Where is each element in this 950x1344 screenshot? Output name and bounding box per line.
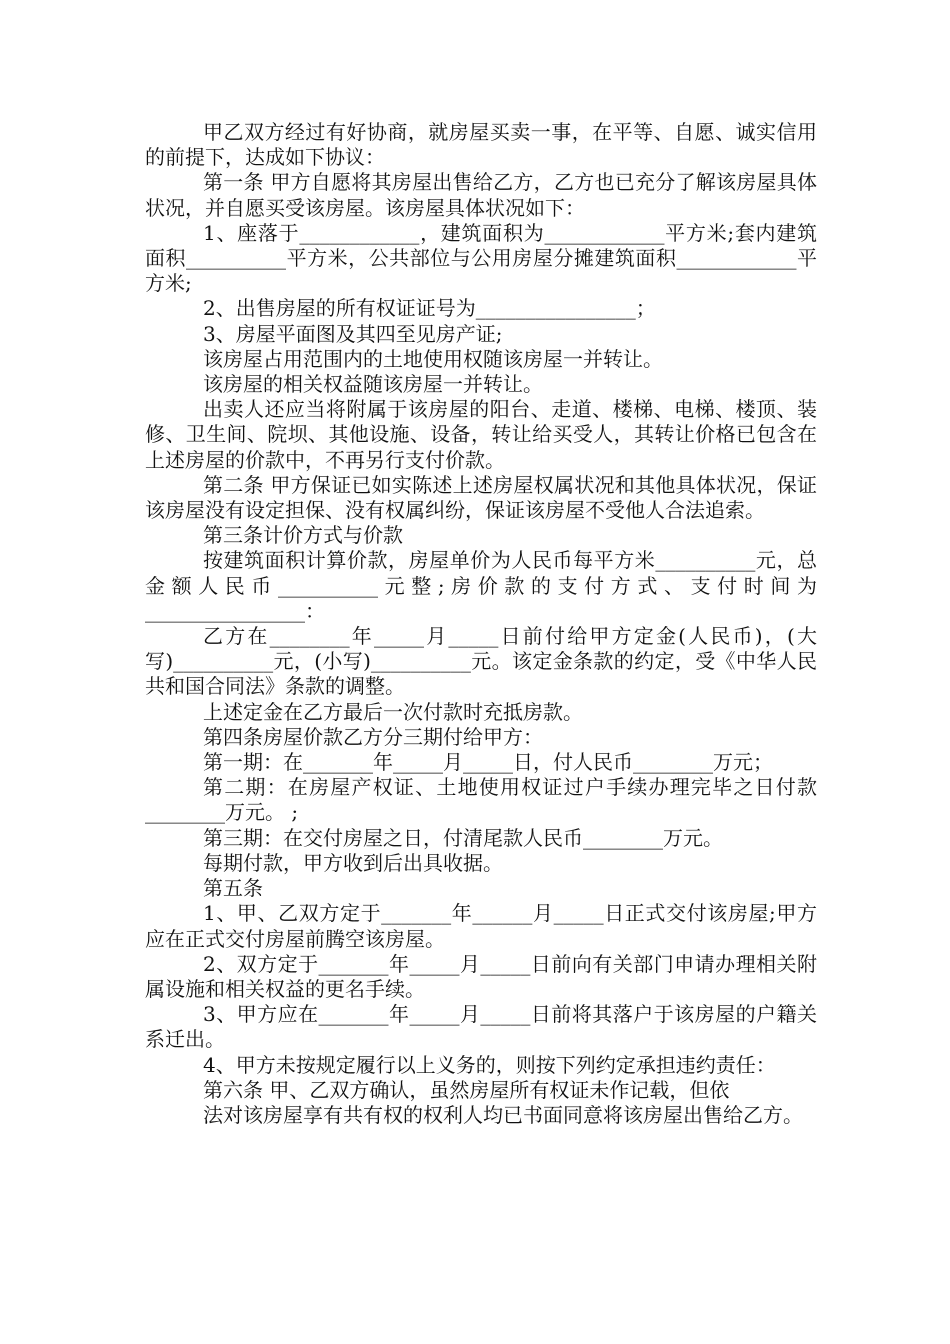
paragraph: 4、甲方未按规定履行以上义务的，则按下列约定承担违约责任：	[203, 1052, 776, 1077]
paragraph: 该房屋占用范围内的土地使用权随该房屋一并转让。	[203, 346, 663, 371]
paragraph: 第四条房屋价款乙方分三期付给甲方：	[203, 724, 543, 749]
paragraph: 1、甲、乙双方定于_______年______月_____日正式交付该房屋;甲方应在正式交付房屋前腾空该房屋。	[145, 901, 817, 951]
paragraph: 第二期：在房屋产权证、土地使用权证过户手续办理完毕之日付款________万元。 ;	[145, 775, 817, 825]
paragraph: 2、出售房屋的所有权证证号为________________；	[203, 296, 656, 321]
paragraph: 上述定金在乙方最后一次付款时充抵房款。	[203, 699, 583, 724]
paragraph: 出卖人还应当将附属于该房屋的阳台、走道、楼梯、电梯、楼顶、装修、卫生间、院坝、其他设施、设备，转让给买受人，其转让价格已包含在上述房屋的价款中，不再另行支付价款。	[145, 397, 817, 472]
paragraph: 1、座落于____________，建筑面积为____________平方米;套内建筑面积__________平方米，公共部位与公用房屋分摊建筑面积____________平方米;	[145, 220, 817, 296]
document-body	[145, 120, 817, 1128]
paragraph: 3、房屋平面图及其四至见房产证;	[203, 321, 503, 346]
paragraph: 第一期：在_______年_____月_____日，付人民币________万元；	[203, 750, 773, 775]
paragraph: 每期付款，甲方收到后出具收据。	[203, 850, 503, 875]
paragraph: 第三条计价方式与价款	[203, 523, 403, 548]
paragraph: 第二条 甲方保证已如实陈述上述房屋权属状况和其他具体状况，保证该房屋没有设定担保、没有权属纠纷，保证该房屋不受他人合法追索。	[145, 472, 817, 523]
paragraph: 2、双方定于_______年_____月_____日前向有关部门申请办理相关附属设施和相关权益的更名手续。	[145, 951, 817, 1001]
paragraph: 第三期：在交付房屋之日，付清尾款人民币________万元。	[203, 825, 723, 850]
paragraph: 法对该房屋享有共有权的权利人均已书面同意将该房屋出售给乙方。	[203, 1102, 803, 1127]
paragraph: 第一条 甲方自愿将其房屋出售给乙方，乙方也已充分了解该房屋具体状况，并自愿买受该房屋。该房屋具体状况如下：	[145, 170, 817, 220]
paragraph: 按建筑面积计算价款，房屋单价为人民币每平方米__________元，总金额人民币__________元整;房价款的支付方式、支付时间为________________：	[145, 548, 817, 623]
paragraph: 3、甲方应在_______年_____月_____日前将其落户于该房屋的户籍关系迁出。	[145, 1002, 817, 1052]
paragraph: 该房屋的相关权益随该房屋一并转让。	[203, 372, 543, 397]
paragraph: 甲乙双方经过有好协商，就房屋买卖一事，在平等、自愿、诚实信用的前提下，达成如下协议：	[145, 120, 817, 170]
paragraph: 第五条	[203, 876, 263, 901]
paragraph: 乙方在________年_____月_____日前付给甲方定金(人民币)，(大写)__________元，(小写)__________元。该定金条款的约定，受《中华人民共和国合同法》条款的调整。	[145, 624, 817, 699]
paragraph: 第六条 甲、乙双方确认，虽然房屋所有权证未作记载，但依	[203, 1077, 730, 1102]
